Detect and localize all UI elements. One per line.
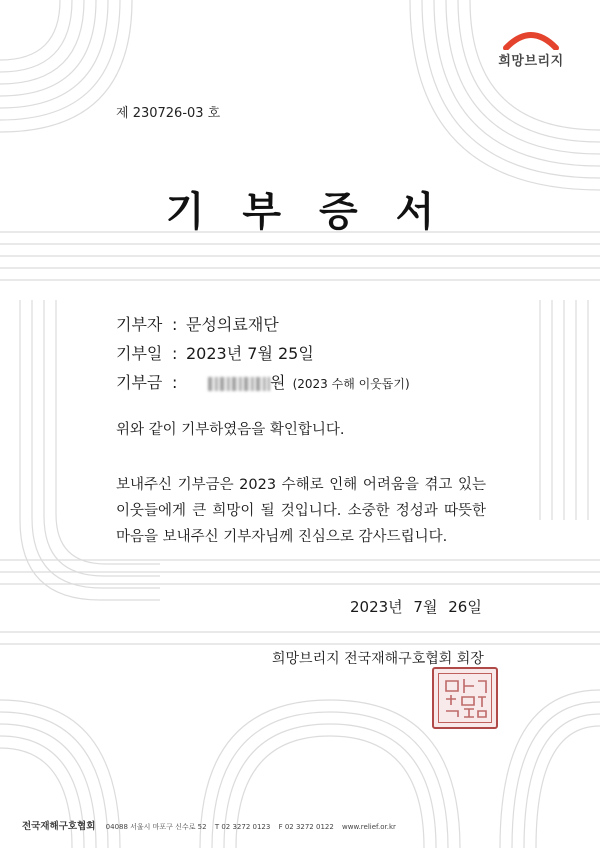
donation-date-colon: : — [172, 344, 178, 363]
donation-date-value: 2023년 7월 25일 — [186, 344, 314, 363]
hope-bridge-logo — [492, 28, 570, 72]
footer-address: 04088 서울시 마포구 신수로 52 — [105, 823, 207, 831]
logo-text: 희망브리지 — [498, 54, 564, 69]
donation-date-row — [116, 339, 410, 368]
official-seal — [432, 667, 498, 729]
seal-pattern-icon — [434, 669, 496, 727]
donor-value: 문성의료재단 — [186, 315, 279, 334]
footer-tel: T 02 3272 0123 — [214, 823, 271, 831]
amount-label: 기부금 — [116, 373, 163, 392]
logo-arc-icon — [502, 28, 560, 50]
thank-you-message: 보내주신 기부금은 2023 수해로 인해 어려움을 겪고 있는 이웃들에게 큰 희망이 될 것입니다. 소중한 정성과 따뜻한 마음을 보내주신 기부자님께 진심으로 감사드립니다. — [116, 477, 486, 545]
certificate-title: 기부증서 — [165, 189, 473, 235]
confirmation-text: 위와 같이 기부하였음을 확인합니다. — [116, 422, 345, 438]
footer — [22, 818, 402, 832]
amount-colon: : — [172, 373, 178, 392]
amount-note: (2023 수해 이웃돕기) — [292, 377, 410, 391]
footer-web[interactable]: www.relief.or.kr — [342, 823, 396, 831]
donation-date-label: 기부일 — [116, 344, 163, 363]
issue-date: 2023년 7월 26일 — [350, 598, 482, 616]
footer-fax: F 02 3272 0122 — [278, 823, 334, 831]
donor-label: 기부자 — [116, 315, 163, 334]
amount-redacted — [208, 377, 270, 391]
donor-colon: : — [172, 315, 178, 334]
issuer-name: 희망브리지 전국재해구호협회 회장 — [272, 651, 484, 667]
amount-unit: 원 — [270, 373, 286, 392]
amount-row — [116, 368, 410, 399]
certificate-number: 제 230726-03 호 — [116, 106, 221, 121]
donor-row — [116, 310, 410, 339]
footer-org: 전국재해구호협회 — [22, 821, 96, 832]
donation-info — [116, 310, 410, 399]
